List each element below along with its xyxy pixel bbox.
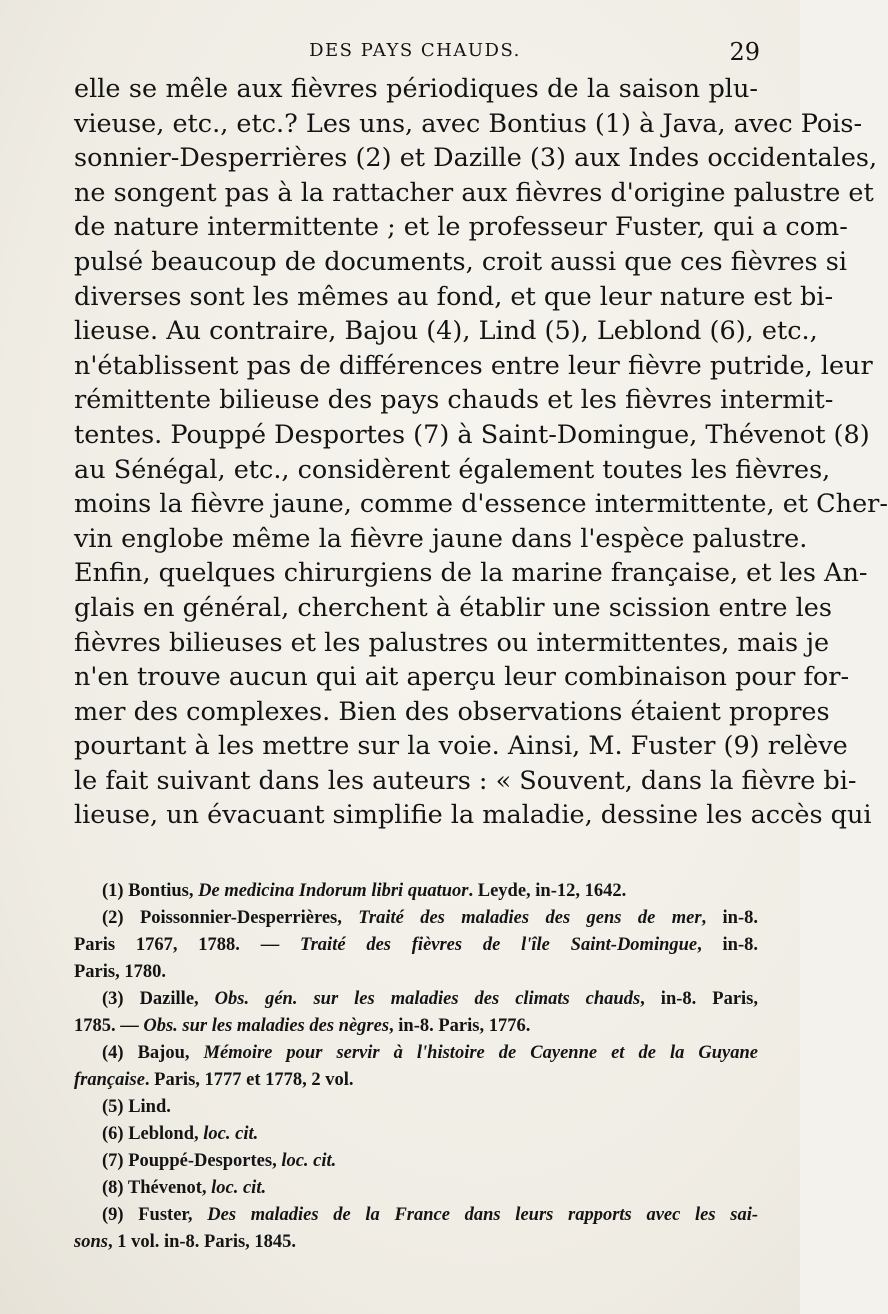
- footnote: [74, 1121, 758, 1148]
- text-line: vieuse, etc., etc.? Les uns, avec Bontius (1) à Java, avec Pois-: [74, 108, 863, 139]
- footnote-text: 1785. —: [74, 1016, 144, 1036]
- text-line: rémittente bilieuse des pays chauds et les fièvres intermit-: [74, 385, 834, 416]
- text-line: pulsé beaucoup de documents, croit aussi que ces fièvres si: [74, 246, 847, 277]
- text-line: vin englobe même la fièvre jaune dans l'espèce palustre.: [74, 523, 808, 554]
- italic-title: loc. cit.: [211, 1178, 267, 1198]
- footnote-text: (9) Fuster,: [102, 1205, 208, 1225]
- italic-title: Des maladies de la France dans leurs rapports avec les sai-: [207, 1205, 759, 1225]
- text-line: Enfin, quelques chirurgiens de la marine française, et les An-: [74, 558, 868, 589]
- text-line: lieuse. Au contraire, Bajou (4), Lind (5), Leblond (6), etc.,: [74, 316, 818, 347]
- text-line: tentes. Pouppé Desportes (7) à Saint-Domingue, Thévenot (8): [74, 419, 870, 450]
- footnote-line: [74, 878, 758, 905]
- footnote-line: [74, 1148, 758, 1175]
- footnote-line: [74, 1175, 758, 1202]
- footnote-text: (4) Bajou,: [102, 1043, 204, 1063]
- footnote-text: , in-8. Paris, 1776.: [389, 1016, 531, 1036]
- footnote-line: [74, 1121, 758, 1148]
- footnote-text: , 1 vol. in-8. Paris, 1845.: [107, 1232, 297, 1252]
- text-line: de nature intermittente ; et le professeur Fuster, qui a com-: [74, 212, 848, 243]
- text-line: lieuse, un évacuant simplifie la maladie, dessine les accès qui: [74, 800, 872, 831]
- text-line: fièvres bilieuses et les palustres ou intermittentes, mais je: [74, 627, 830, 658]
- page-number: 29: [729, 38, 760, 66]
- text-line: diverses sont les mêmes au fond, et que leur nature est bi-: [74, 281, 834, 312]
- italic-title: sons: [74, 1232, 108, 1252]
- text-line: n'établissent pas de différences entre leur fièvre putride, leur: [74, 350, 873, 381]
- footnote-line: [74, 1229, 758, 1256]
- italic-title: Obs. sur les maladies des nègres: [143, 1016, 390, 1036]
- footnote-text: Paris, 1780.: [74, 962, 166, 982]
- footnote: [74, 1094, 758, 1121]
- footnote-text: (2) Poissonnier-Desperrières,: [102, 908, 359, 928]
- footnote: [74, 1148, 758, 1175]
- text-line: au Sénégal, etc., considèrent également toutes les fièvres,: [74, 454, 831, 485]
- footnote-line: [74, 1013, 758, 1040]
- footnote: [74, 905, 758, 986]
- footnote-text: (5) Lind.: [102, 1097, 171, 1117]
- page-header: [70, 38, 760, 68]
- footnote-line: [74, 932, 758, 959]
- footnote-text: , in-8. Paris,: [640, 989, 758, 1009]
- text-line: n'en trouve aucun qui ait aperçu leur combinaison pour for-: [74, 662, 850, 693]
- italic-title: Traité des maladies des gens de mer: [358, 908, 702, 928]
- footnote-text: (1) Bontius,: [102, 881, 199, 901]
- italic-title: française: [74, 1070, 145, 1090]
- italic-title: Traité des fièvres de l'île Saint-Domingue: [299, 935, 698, 955]
- footnote-line: [74, 986, 758, 1013]
- footnote: [74, 986, 758, 1040]
- footnote-line: [74, 1202, 758, 1229]
- italic-title: De medicina Indorum libri quatuor: [198, 881, 469, 901]
- footnote-text: (6) Leblond,: [102, 1124, 204, 1144]
- text-line: moins la fièvre jaune, comme d'essence intermittente, et Cher-: [74, 489, 888, 520]
- text-line: le fait suivant dans les auteurs : « Souvent, dans la fièvre bi-: [74, 765, 857, 796]
- italic-title: loc. cit.: [203, 1124, 259, 1144]
- text-line: ne songent pas à la rattacher aux fièvres d'origine palustre et: [74, 177, 874, 208]
- footnote-line: [74, 905, 758, 932]
- footnote-line: [74, 1040, 758, 1067]
- text-line: sonnier-Desperrières (2) et Dazille (3) aux Indes occidentales,: [74, 143, 878, 174]
- text-line: mer des complexes. Bien des observations étaient propres: [74, 696, 830, 727]
- text-line: glais en général, cherchent à établir une scission entre les: [74, 592, 832, 623]
- footnote: [74, 878, 758, 905]
- italic-title: Mémoire pour servir à l'histoire de Cayenne et de la Guyane: [203, 1043, 758, 1063]
- footnote-text: (7) Pouppé-Desportes,: [102, 1151, 282, 1171]
- footnote-text: . Paris, 1777 et 1778, 2 vol.: [144, 1070, 354, 1090]
- italic-title: Obs. gén. sur les maladies des climats chauds: [214, 989, 641, 1009]
- text-line: pourtant à les mettre sur la voie. Ainsi, M. Fuster (9) relève: [74, 731, 848, 762]
- footnote-line: [74, 959, 758, 986]
- footnote: [74, 1175, 758, 1202]
- footnote: [74, 1202, 758, 1256]
- footnote-text: (3) Dazille,: [102, 989, 215, 1009]
- body-paragraph: [74, 72, 888, 833]
- running-title: DES PAYS CHAUDS.: [309, 40, 521, 61]
- footnote-line: [74, 1094, 758, 1121]
- footnote-line: [74, 1067, 758, 1094]
- text-line: elle se mêle aux fièvres périodiques de la saison plu-: [74, 74, 758, 104]
- footnote-text: , in-8.: [701, 908, 759, 928]
- footnote-text: (8) Thévenot,: [102, 1178, 212, 1198]
- footnote-text: . Leyde, in-12, 1642.: [468, 881, 627, 901]
- footnote: [74, 1040, 758, 1094]
- footnote-text: , in-8.: [697, 935, 758, 955]
- footnotes: [74, 878, 758, 1256]
- footnote-text: Paris 1767, 1788. —: [74, 935, 300, 955]
- italic-title: loc. cit.: [281, 1151, 337, 1171]
